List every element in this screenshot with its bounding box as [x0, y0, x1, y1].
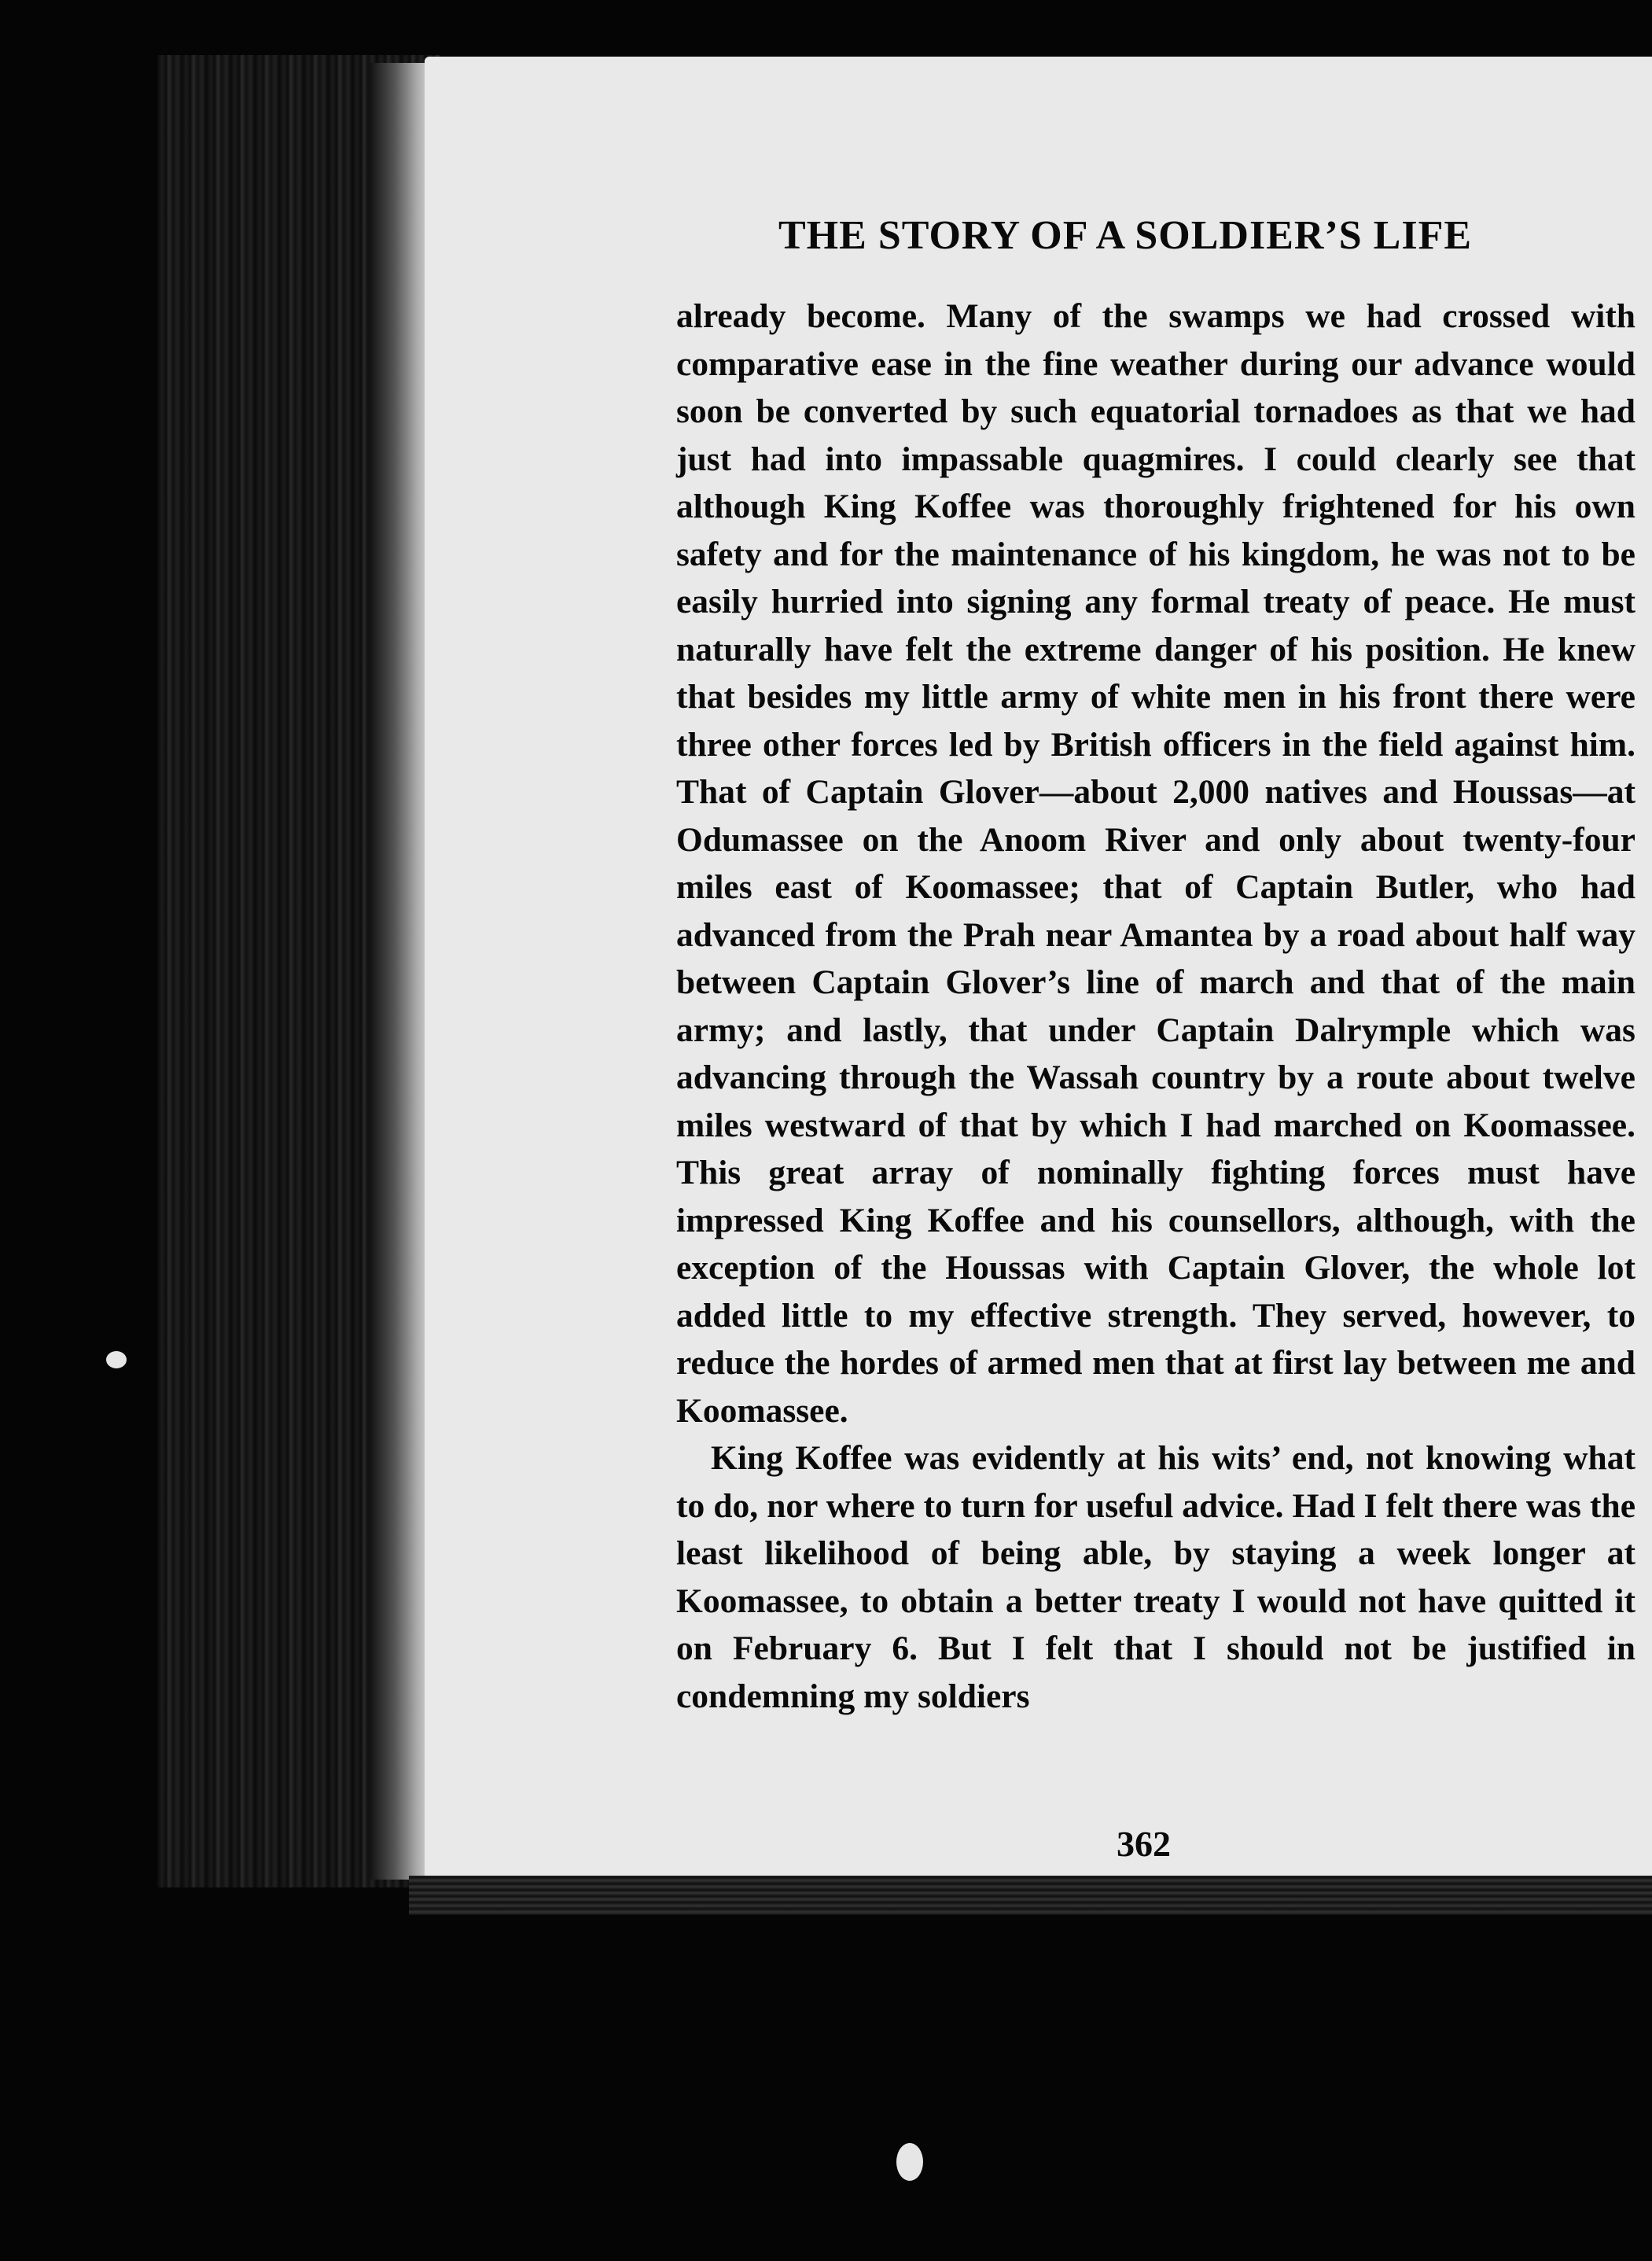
paragraph-2: King Koffee was evidently at his wits’ end, not knowing what to do, nor where to turn for useful advice. Had I felt there was the least likelihood of being able, by staying a week longer at Koomassee, to obtain a better treaty I would not have quitted it on February 6. But I felt that I should not be justified in condemning my soldiers [676, 1439, 1635, 1715]
scan-speck [106, 1351, 127, 1368]
body-text [676, 293, 1635, 1720]
page-number: 362 [1117, 1824, 1171, 1864]
paragraph-1: already become. Many of the swamps we had crossed with comparative ease in the fine weather during our advance would soon be converted by such equatorial tornadoes as that we had just had into impassable quagmires. I could clearly see that although King Koffee was thoroughly frightened for his own safety and for the maintenance of his kingdom, he was not to be easily hurried into signing any formal treaty of peace. He must naturally have felt the extreme danger of his position. He knew that besides my little army of white men in his front there were three other forces led by British officers in the field against him. That of Captain Glover—about 2,000 natives and Houssas—at Odumassee on the Anoom River and only about twenty-four miles east of Koomassee; that of Captain Butler, who had advanced from the Prah near Amantea by a road about half way between Captain Glover’s line of march and that of the main army; and lastly, that under Captain Dalrymple which was advancing through the Wassah country by a route about twelve miles westward of that by which I had marched on Koomassee. This great array of nominally fighting forces must have impressed King Koffee and his counsellors, although, with the exception of the Houssas with Captain Glover, the whole lot added little to my effective strength. They served, however, to reduce the hordes of armed men that at first lay between me and Koomassee. [676, 297, 1635, 1430]
page-stack-edge [409, 1876, 1652, 1915]
scan-speck [896, 2143, 923, 2181]
running-head: THE STORY OF A SOLDIER’S LIFE [778, 213, 1473, 258]
gutter-shadow [370, 63, 432, 1880]
